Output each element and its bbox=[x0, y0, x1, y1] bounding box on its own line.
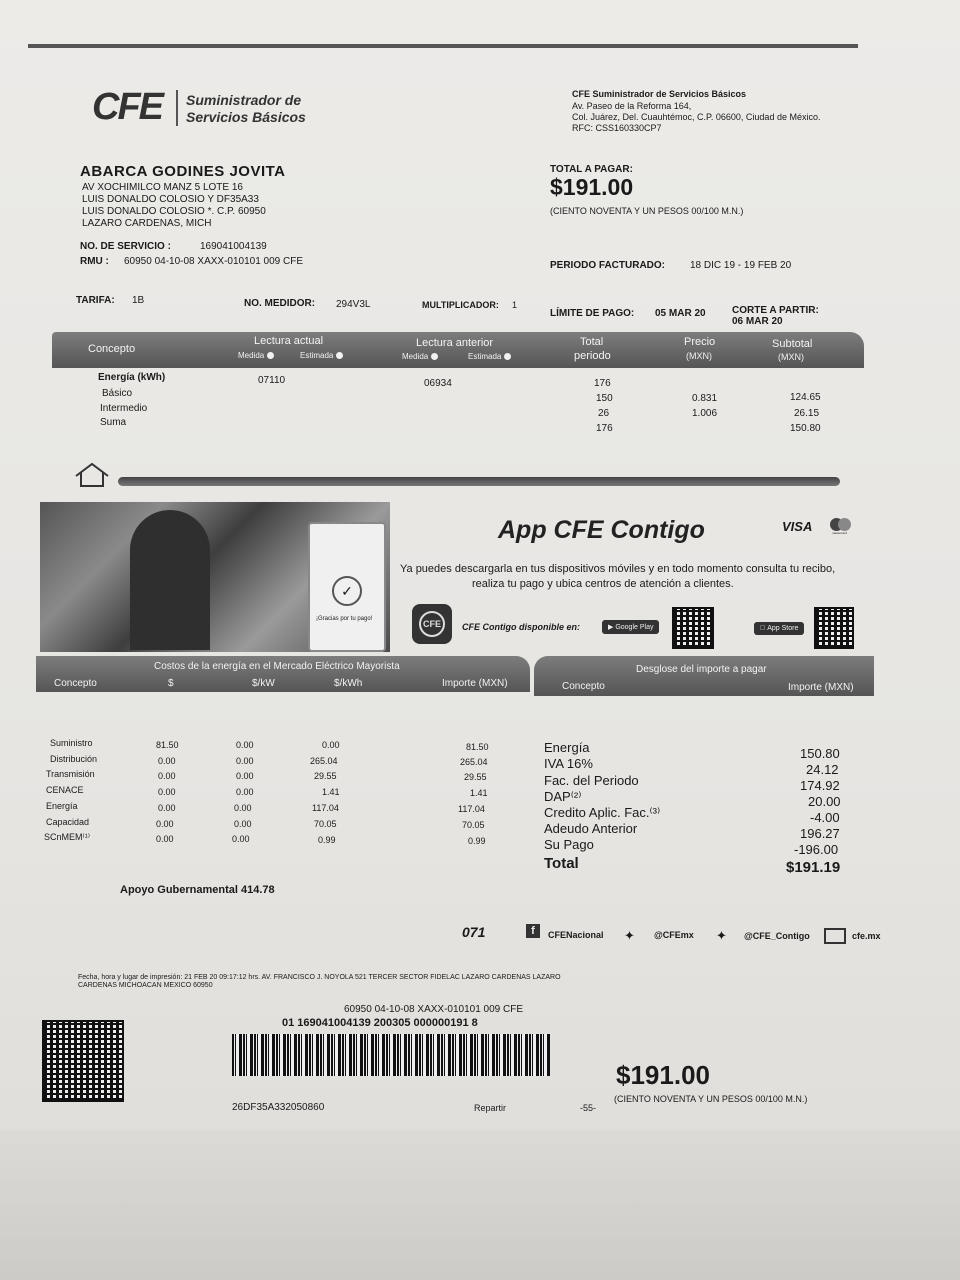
thumbs-up-icon: ✓ bbox=[332, 576, 362, 606]
table-cell: 0.00 bbox=[234, 803, 252, 813]
table-row: Distribución bbox=[50, 754, 98, 764]
row-basico-concepto: Básico bbox=[102, 388, 133, 399]
twitter-handle-2[interactable]: @CFE_Contigo bbox=[744, 931, 810, 941]
house-icon bbox=[72, 460, 112, 488]
total-words: (CIENTO NOVENTA Y UN PESOS 00/100 M.N.) bbox=[550, 206, 744, 216]
footer-amount-words: (CIENTO NOVENTA Y UN PESOS 00/100 M.N.) bbox=[614, 1094, 808, 1104]
web-icon bbox=[824, 928, 846, 944]
table-cell: 29.55 bbox=[464, 772, 487, 782]
available-text: CFE Contigo disponible en: bbox=[462, 622, 580, 632]
table-cell: 81.50 bbox=[466, 742, 489, 752]
col-total: Total bbox=[580, 336, 604, 348]
table-cell: 29.55 bbox=[314, 771, 337, 781]
table-cell: -196.00 bbox=[794, 842, 839, 857]
table-cell: 24.12 bbox=[806, 762, 839, 777]
logo-tagline-2: Servicios Básicos bbox=[186, 109, 306, 125]
table-row: Energía bbox=[46, 801, 78, 811]
table-cell: 20.00 bbox=[808, 794, 841, 809]
table-row: CENACE bbox=[46, 785, 84, 795]
table-cell: 174.92 bbox=[800, 778, 840, 793]
table-cell: 0.00 bbox=[232, 834, 250, 844]
print-info-2: CARDENAS MICHOACAN MEXICO 60950 bbox=[78, 982, 213, 989]
col-lectura-anterior: Lectura anterior bbox=[416, 337, 494, 349]
breakdown-title: Desglose del importe a pagar bbox=[636, 664, 767, 675]
rmu-label: RMU : bbox=[80, 256, 109, 267]
col-la-medida: Medida bbox=[238, 351, 274, 360]
promo-title: App CFE Contigo bbox=[498, 516, 705, 544]
customer-address-1: AV XOCHIMILCO MANZ 5 LOTE 16 bbox=[82, 182, 243, 193]
medidor-label: NO. MEDIDOR: bbox=[244, 298, 316, 309]
table-row: Suministro bbox=[50, 738, 93, 748]
table-row: SCnMEM⁽¹⁾ bbox=[44, 832, 90, 842]
twitter-handle-1[interactable]: @CFEmx bbox=[654, 930, 694, 940]
table-cell: -4.00 bbox=[810, 810, 840, 825]
footer-code: 26DF35A332050860 bbox=[232, 1102, 325, 1113]
table-cell: 0.00 bbox=[236, 771, 254, 781]
promo-photo bbox=[40, 502, 390, 652]
app-store-qr-code bbox=[814, 607, 854, 649]
col-lectura-actual: Lectura actual bbox=[254, 335, 324, 347]
visa-logo: VISA bbox=[782, 519, 813, 534]
total-periodo-value: 176 bbox=[594, 378, 611, 389]
google-play-badge[interactable]: ▶ Google Play bbox=[602, 620, 659, 634]
footer-repartir: Repartir bbox=[474, 1103, 507, 1113]
multiplicador-label: MULTIPLICADOR: bbox=[422, 300, 499, 310]
table-cell: 0.00 bbox=[322, 740, 340, 750]
company-address-2: Col. Juárez, Del. Cuauhtémoc, C.P. 06600, Ciudad de México. bbox=[572, 112, 821, 122]
table-row: Fac. del Periodo bbox=[544, 773, 639, 788]
footer-reference: 01 169041004139 200305 000000191 8 bbox=[282, 1017, 478, 1029]
tarifa-value: 1B bbox=[132, 295, 145, 306]
medidor-value: 294V3L bbox=[336, 299, 371, 310]
table-cell: 70.05 bbox=[462, 820, 485, 830]
corte-label: CORTE A PARTIR: bbox=[732, 305, 819, 316]
phone-mockup bbox=[308, 522, 386, 652]
promo-text-2: realiza tu pago y ubica centros de atención a clientes. bbox=[472, 578, 734, 590]
table-row: DAP⁽²⁾ bbox=[544, 789, 582, 804]
limite-label: LÍMITE DE PAGO: bbox=[550, 308, 635, 319]
table-cell: 0.00 bbox=[158, 787, 176, 797]
col-precio: Precio bbox=[684, 336, 716, 348]
footer-rmu-line: 60950 04-10-08 XAXX-010101 009 CFE bbox=[344, 1004, 524, 1015]
payment-barcode bbox=[232, 1034, 550, 1076]
table-cell: 196.27 bbox=[800, 826, 840, 841]
apoyo-gubernamental: Apoyo Gubernamental 414.78 bbox=[120, 884, 275, 896]
mc-col-importe: Importe (MXN) bbox=[442, 678, 508, 689]
table-cell: 1.41 bbox=[470, 788, 488, 798]
col-precio-unit: (MXN) bbox=[686, 351, 712, 361]
table-cell: 0.00 bbox=[156, 819, 174, 829]
market-costs-title: Costos de la energía en el Mercado Eléctrico Mayorista bbox=[154, 661, 400, 672]
table-cell: 1.41 bbox=[322, 787, 340, 797]
table-row: Transmisión bbox=[46, 769, 95, 779]
table-cell: 0.00 bbox=[234, 819, 252, 829]
cfe-contigo-app-icon[interactable]: CFE bbox=[412, 604, 452, 644]
col-lan-medida: Medida bbox=[402, 352, 438, 361]
period-label: PERIODO FACTURADO: bbox=[550, 260, 665, 271]
table-cell: 150.80 bbox=[800, 746, 840, 761]
multiplicador-value: 1 bbox=[512, 300, 518, 310]
period-value: 18 DIC 19 - 19 FEB 20 bbox=[690, 260, 792, 271]
mc-col-pesos: $ bbox=[168, 678, 174, 689]
customer-address-2: LUIS DONALDO COLOSIO Y DF35A33 bbox=[82, 194, 259, 205]
facebook-handle[interactable]: CFENacional bbox=[548, 930, 604, 940]
col-la-estimada: Estimada bbox=[300, 351, 343, 360]
corte-value: 06 MAR 20 bbox=[732, 316, 783, 327]
row-intermedio-concepto: Intermedio bbox=[100, 403, 148, 414]
col-lan-estimada: Estimada bbox=[468, 352, 511, 361]
section-divider bbox=[118, 477, 840, 486]
page-bottom-shade bbox=[0, 1130, 960, 1280]
breakdown-total-value: $191.19 bbox=[786, 859, 841, 876]
mastercard-logo: mastercard bbox=[830, 518, 856, 536]
website[interactable]: cfe.mx bbox=[852, 931, 881, 941]
top-rule bbox=[28, 44, 858, 48]
app-store-badge[interactable]: App Store bbox=[754, 622, 804, 635]
table-cell: 0.00 bbox=[158, 803, 176, 813]
table-cell: 81.50 bbox=[156, 740, 179, 750]
lectura-anterior-value: 06934 bbox=[424, 378, 452, 389]
promo-text-1: Ya puedes descargarla en tus dispositivos móviles y en todo momento consulta tu recibo, bbox=[400, 563, 836, 575]
table-cell: 265.04 bbox=[310, 756, 338, 766]
photo-person bbox=[130, 510, 210, 650]
row-suma-total: 176 bbox=[596, 423, 613, 434]
row-intermedio-precio: 1.006 bbox=[692, 408, 718, 419]
table-cell: 0.00 bbox=[158, 771, 176, 781]
total-label: TOTAL A PAGAR: bbox=[550, 164, 633, 175]
phone-caption: ¡Gracias por tu pago! bbox=[316, 616, 373, 622]
mc-col-kwh: $/kWh bbox=[334, 678, 363, 689]
breakdown-header bbox=[534, 656, 874, 696]
mc-col-kw: $/kW bbox=[252, 678, 275, 689]
table-row: Adeudo Anterior bbox=[544, 821, 638, 836]
col-subtotal: Subtotal bbox=[772, 338, 813, 350]
table-row: IVA 16% bbox=[544, 756, 593, 771]
google-play-qr-code bbox=[672, 607, 714, 649]
company-address-1: Av. Paseo de la Reforma 164, bbox=[572, 101, 692, 111]
row-intermedio-total: 26 bbox=[598, 408, 610, 419]
consumption-table-header bbox=[52, 332, 864, 368]
table-cell: 0.99 bbox=[318, 835, 336, 845]
print-info-1: Fecha, hora y lugar de impresión: 21 FEB 20 09:17:12 hrs. AV. FRANCISCO J. NOYOLA 521 TERCER SECTOR FIDELAC LAZARO CARDENAS LAZARO bbox=[78, 974, 561, 981]
table-cell: 70.05 bbox=[314, 819, 337, 829]
twitter-icon: ✦ bbox=[624, 928, 635, 943]
table-cell: 0.00 bbox=[156, 834, 174, 844]
footer-amount: $191.00 bbox=[616, 1060, 710, 1090]
table-cell: 0.00 bbox=[236, 787, 254, 797]
footer-qr-code bbox=[42, 1020, 124, 1102]
company-rfc: RFC: CSS160330CP7 bbox=[572, 123, 662, 133]
col-concepto: Concepto bbox=[88, 343, 136, 355]
lectura-actual-value: 07110 bbox=[258, 375, 286, 386]
phone-071: 071 bbox=[462, 924, 486, 940]
logo-tagline-1: Suministrador de bbox=[186, 92, 302, 108]
table-row: Energía bbox=[544, 740, 590, 755]
mc-col-concepto: Concepto bbox=[54, 678, 97, 689]
twitter-icon-2: ✦ bbox=[716, 928, 727, 943]
market-costs-header bbox=[36, 656, 530, 692]
row-basico-precio: 0.831 bbox=[692, 393, 718, 404]
limite-value: 05 MAR 20 bbox=[655, 308, 706, 319]
breakdown-total-label: Total bbox=[544, 855, 579, 872]
customer-name: ABARCA GODINES JOVITA bbox=[80, 163, 286, 180]
table-cell: 117.04 bbox=[312, 803, 339, 813]
row-suma-concepto: Suma bbox=[100, 417, 127, 428]
table-cell: 0.00 bbox=[158, 756, 176, 766]
logo-separator bbox=[176, 90, 178, 126]
table-cell: 0.99 bbox=[468, 836, 486, 846]
row-basico-subtotal: 124.65 bbox=[790, 392, 821, 403]
table-cell: 0.00 bbox=[236, 740, 254, 750]
customer-address-3: LUIS DONALDO COLOSIO *. C.P. 60950 bbox=[82, 206, 266, 217]
rmu-value: 60950 04-10-08 XAXX-010101 009 CFE bbox=[124, 256, 304, 267]
facebook-icon: f bbox=[526, 924, 540, 938]
table-row: Credito Aplic. Fac.⁽³⁾ bbox=[544, 805, 661, 820]
bd-col-importe: Importe (MXN) bbox=[788, 682, 854, 693]
table-row: Capacidad bbox=[46, 817, 90, 827]
bd-col-concepto: Concepto bbox=[562, 681, 605, 692]
table-cell: 265.04 bbox=[460, 757, 488, 767]
company-name: CFE Suministrador de Servicios Básicos bbox=[572, 89, 747, 99]
service-label: NO. DE SERVICIO : bbox=[80, 241, 171, 252]
total-amount: $191.00 bbox=[550, 174, 634, 200]
service-number: 169041004139 bbox=[200, 241, 267, 252]
tarifa-label: TARIFA: bbox=[76, 295, 115, 306]
energia-label: Energía (kWh) bbox=[98, 372, 166, 383]
row-basico-total: 150 bbox=[596, 393, 613, 404]
table-row: Su Pago bbox=[544, 837, 594, 852]
row-suma-subtotal: 150.80 bbox=[790, 423, 821, 434]
col-subtotal-unit: (MXN) bbox=[778, 352, 804, 362]
customer-address-4: LAZARO CARDENAS, MICH bbox=[82, 218, 212, 229]
footer-seq: -55- bbox=[580, 1103, 597, 1113]
col-periodo: periodo bbox=[574, 350, 611, 362]
cfe-logo: CFE bbox=[92, 86, 162, 128]
row-intermedio-subtotal: 26.15 bbox=[794, 408, 820, 419]
table-cell: 117.04 bbox=[458, 804, 485, 814]
table-cell: 0.00 bbox=[236, 756, 254, 766]
